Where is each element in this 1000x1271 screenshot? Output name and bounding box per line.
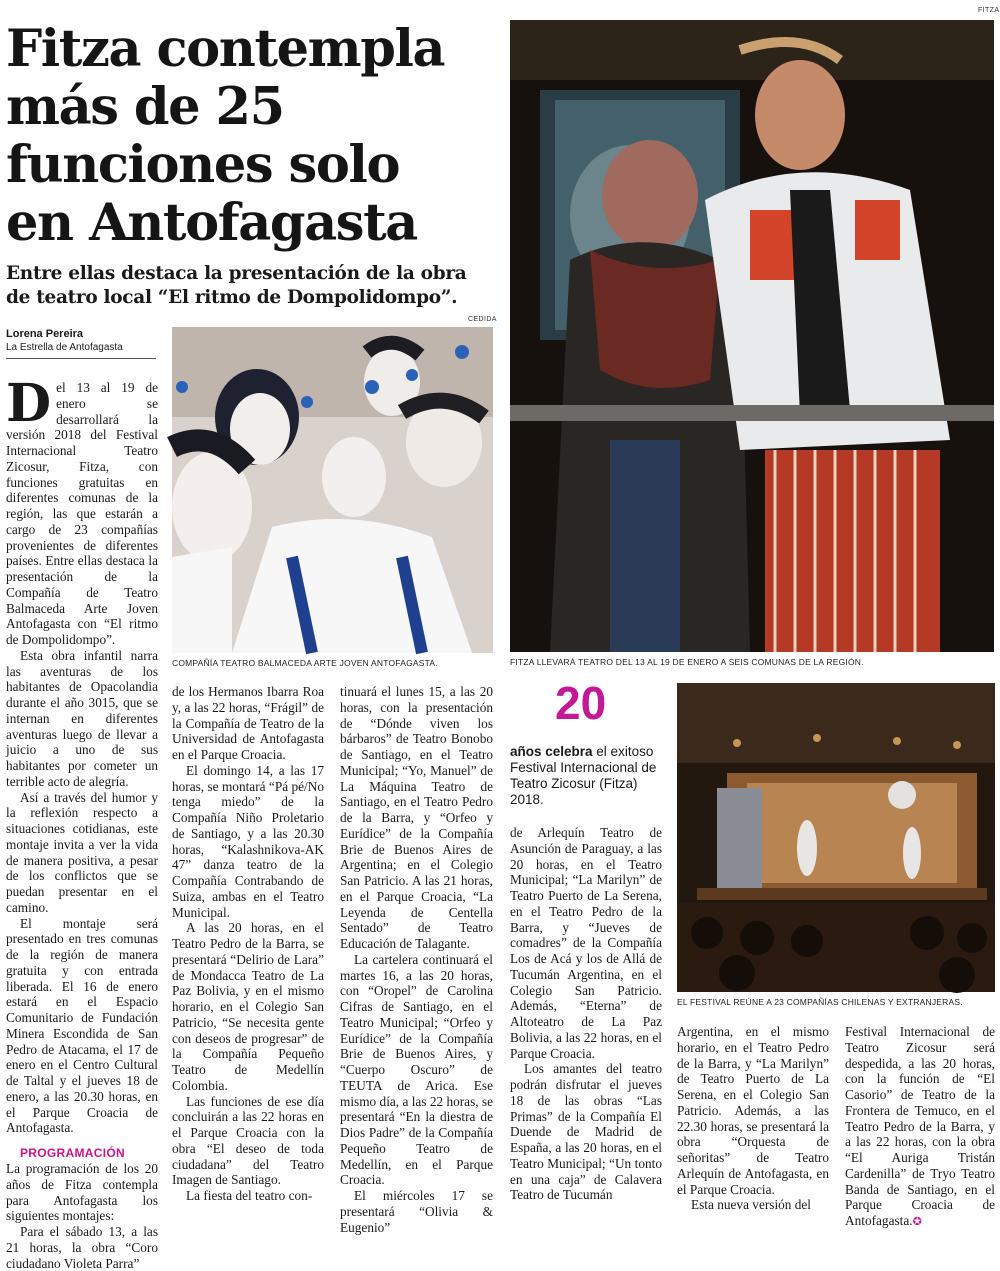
photo-credit: CEDIDA: [468, 316, 497, 323]
fact-text-bold: años celebra: [510, 744, 593, 759]
article-paragraph: Argentina, en el mismo horario, en el Teatro Pedro de la Barra, y “La Marilyn” de Teatro Puerto de La Serena, en el Colegio San Patricio. Además, a las 22.30 horas, se presentará la obra “Orquesta de señoritas” de Teatro Arlequín de Antofagasta, en el Parque Croacia.: [677, 1024, 829, 1197]
fact-text: [510, 744, 670, 808]
article-paragraph: La programación de los 20 años de Fitza contempla para Antofagasta los siguientes montajes:: [6, 1161, 158, 1224]
article-paragraph: Los amantes del teatro podrán disfrutar el jueves 18 de las obras “Las Primas” de la Compañía El Duende de Madrid de España, a las 20 horas, en el Teatro Municipal; “Un tonto en una caja” de Calavera Teatro de Tucumán: [510, 1061, 662, 1203]
paragraph-text: Festival Internacional de Teatro Zicosur será despedida, a las 20 horas, con la función de “El Casorio” de Teatro de la Frontera de Temuco, en el Teatro Pedro de la Barra, y a las 22 horas, con la obra “El Auriga Tristán Cardenilla” de Tryo Teatro Banda de Santiago, en el Parque Croacia de Antofagasta.: [845, 1024, 995, 1228]
article-paragraph: tinuará el lunes 15, a las 20 horas, con la presentación de “Dónde viven los bárbaros” de Teatro Bonobo de Santiago, en el Teatro Municipal; “Yo, Manuel” de La Máquina Teatro de Santiago, en el Teatro Pedro de la Barra, y “Orfeo y Eurídice” de la Compañía Brie de Buenos Aires de Argentina; en el Colegio San Patricio. A las 21 horas, en el Parque Croacia, “La Leyenda de Centella Sentado” de Teatro Educación de Talagante.: [340, 684, 493, 951]
article-column-3: [340, 684, 493, 1235]
end-mark-icon: ✪: [912, 1215, 922, 1228]
article-column-6: [845, 1024, 995, 1230]
article-paragraph: El miércoles 17 se presentará “Olivia & Eugenio”: [340, 1188, 493, 1235]
article-paragraph: La fiesta del teatro con-: [186, 1188, 313, 1203]
article-column-5: [677, 1024, 829, 1213]
byline-divider: [6, 358, 156, 359]
article-paragraph: de Arlequín Teatro de Asunción de Paraguay, a las 20 horas, en el Teatro Municipal; “La Marilyn” de Teatro Puerto de La Serena, en el Teatro Pedro de la Barra, y “Jueves de comadres” de la Compañía Los de Acá y los de Allá de Tucumán Argentina, en el Colegio San Patricio. Además, “Eterna” de Altoteatro de La Paz Bolivia, a las 22 horas, en el Parque Croacia.: [510, 825, 662, 1061]
stage-performance-photo: [677, 683, 995, 992]
article-paragraph: [845, 1024, 995, 1230]
article-paragraph: Las funciones de ese día concluirán a las 22 horas en el Parque Croacia con la obra “El deseo de toda ciudadana” del Teatro Imagen de Santiago.: [172, 1093, 324, 1188]
photo-caption: FITZA LLEVARÁ TEATRO DEL 13 AL 19 DE ENERO A SEIS COMUNAS DE LA REGIÓN.: [510, 657, 864, 667]
photo-caption: EL FESTIVAL REÚNE A 23 COMPAÑÍAS CHILENAS Y EXTRANJERAS.: [677, 997, 963, 1007]
headline-line: más de 25: [6, 77, 284, 137]
article-paragraph: Así a través del humor y la reflexión respecto a situaciones cotidianas, este montaje invita a ver la vida de manera positiva, a pesar de los conflictos que se puedan presentar en el camino.: [6, 789, 158, 915]
paragraph-text: el 13 al 19 de enero se desarrollará la versión 2018 del Festival Internacional Teatro Zicosur, Fitza, con funciones gratuitas en diferentes comunas de la región, las que estarán a cargo de 23 compañías provenientes de diferentes países. Entre ellas destaca la presentación de la Compañía de Teatro Balmaceda Arte Joven Antofagasta con “El ritmo de Dompolidompo”.: [6, 380, 158, 647]
headline-line: en Antofagasta: [6, 193, 417, 253]
byline-author: Lorena Pereira: [6, 328, 84, 340]
article-paragraph: El montaje será presentado en tres comunas de la región de manera gratuita y con entrada liberada. El 16 de enero estará en el Espacio Comunitario de Fundación Minera Escondida de San Pedro de Atacama, el 17 de enero en el Centro Cultural de Taltal y el jueves 18 de enero, a las 20.30 horas, en el Parque Croacia de Antofagasta.: [6, 915, 158, 1136]
article-column-2: [172, 684, 324, 1204]
article-paragraph: de los Hermanos Ibarra Roa y, a las 22 horas, “Frágil” de la Compañía de Teatro de la Universidad de Antofagasta en el Parque Croacia.: [172, 684, 324, 762]
article-paragraph: A las 20 horas, en el Teatro Pedro de la Barra, se presentará “Delirio de Lara” de Mondacca Teatro de La Paz Bolivia, y en el mismo horario, en el Colegio San Patricio, “Se necesita gente con deseos de progresar” de la Compañía Pequeño Teatro de Medellín Colombia.: [172, 920, 324, 1093]
photo-caption: COMPAÑÍA TEATRO BALMACEDA ARTE JOVEN ANTOFAGASTA.: [172, 658, 438, 668]
byline: [6, 327, 156, 354]
photo-credit: FITZA: [978, 7, 1000, 14]
fact-text-rest: el exitoso Festival Internacional de Teatro Zicosur (Fitza) 2018.: [510, 744, 657, 807]
theater-company-photo: [172, 327, 493, 653]
article-paragraph: La cartelera continuará el martes 16, a las 20 horas, con “Oropel” de Carolina Cifras de Santiago, en el Teatro Municipal; “Orfeo y Eurídice” de la Compañía Brie de Buenos Aires, y “Cuerpo Oscuro” de TEUTA de Arica. Ese mismo día, a las 22 horas, se presentará “En la diestra de Dios Padre” de la Compañía Pequeño Teatro de Medellín, en el Parque Croacia.: [340, 951, 493, 1188]
article-paragraph: Esta obra infantil narra las aventuras de los habitantes de Opacolandia durante el año 3015, que se internan en diferentes aventuras luego de llevar a juicio a uno de sus habitantes por cometer un terrible acto de alegría.: [6, 647, 158, 789]
headline: [6, 20, 476, 252]
headline-line: funciones solo: [6, 135, 400, 195]
article-paragraph: [6, 373, 158, 648]
headline-line: Fitza contempla: [6, 19, 445, 79]
article-paragraph: Esta nueva versión del: [691, 1197, 812, 1213]
section-heading: PROGRAMACIÓN: [20, 1146, 125, 1160]
theater-actors-photo: [510, 20, 994, 652]
byline-outlet: La Estrella de Antofagasta: [6, 342, 123, 353]
article-paragraph: Para el sábado 13, a las 21 horas, la obra “Coro ciudadano Violeta Parra”: [6, 1224, 158, 1271]
dropcap: D: [6, 373, 52, 434]
article-column-4: [510, 825, 662, 1203]
article-column-1: [6, 373, 158, 1271]
fact-number: 20: [555, 677, 607, 729]
article-paragraph: El domingo 14, a las 17 horas, se montará “Pá pé/No tenga miedo” de la Compañía Niño Proletario de Santiago, y a las 20.30 horas, “Kalashnikova-AK 47” danza teatro de la Compañía Contrabando de Suiza, ambas en el Teatro Municipal.: [172, 762, 324, 920]
subheadline: Entre ellas destaca la presentación de la obra de teatro local “El ritmo de Dompolidompo”.: [6, 263, 467, 308]
